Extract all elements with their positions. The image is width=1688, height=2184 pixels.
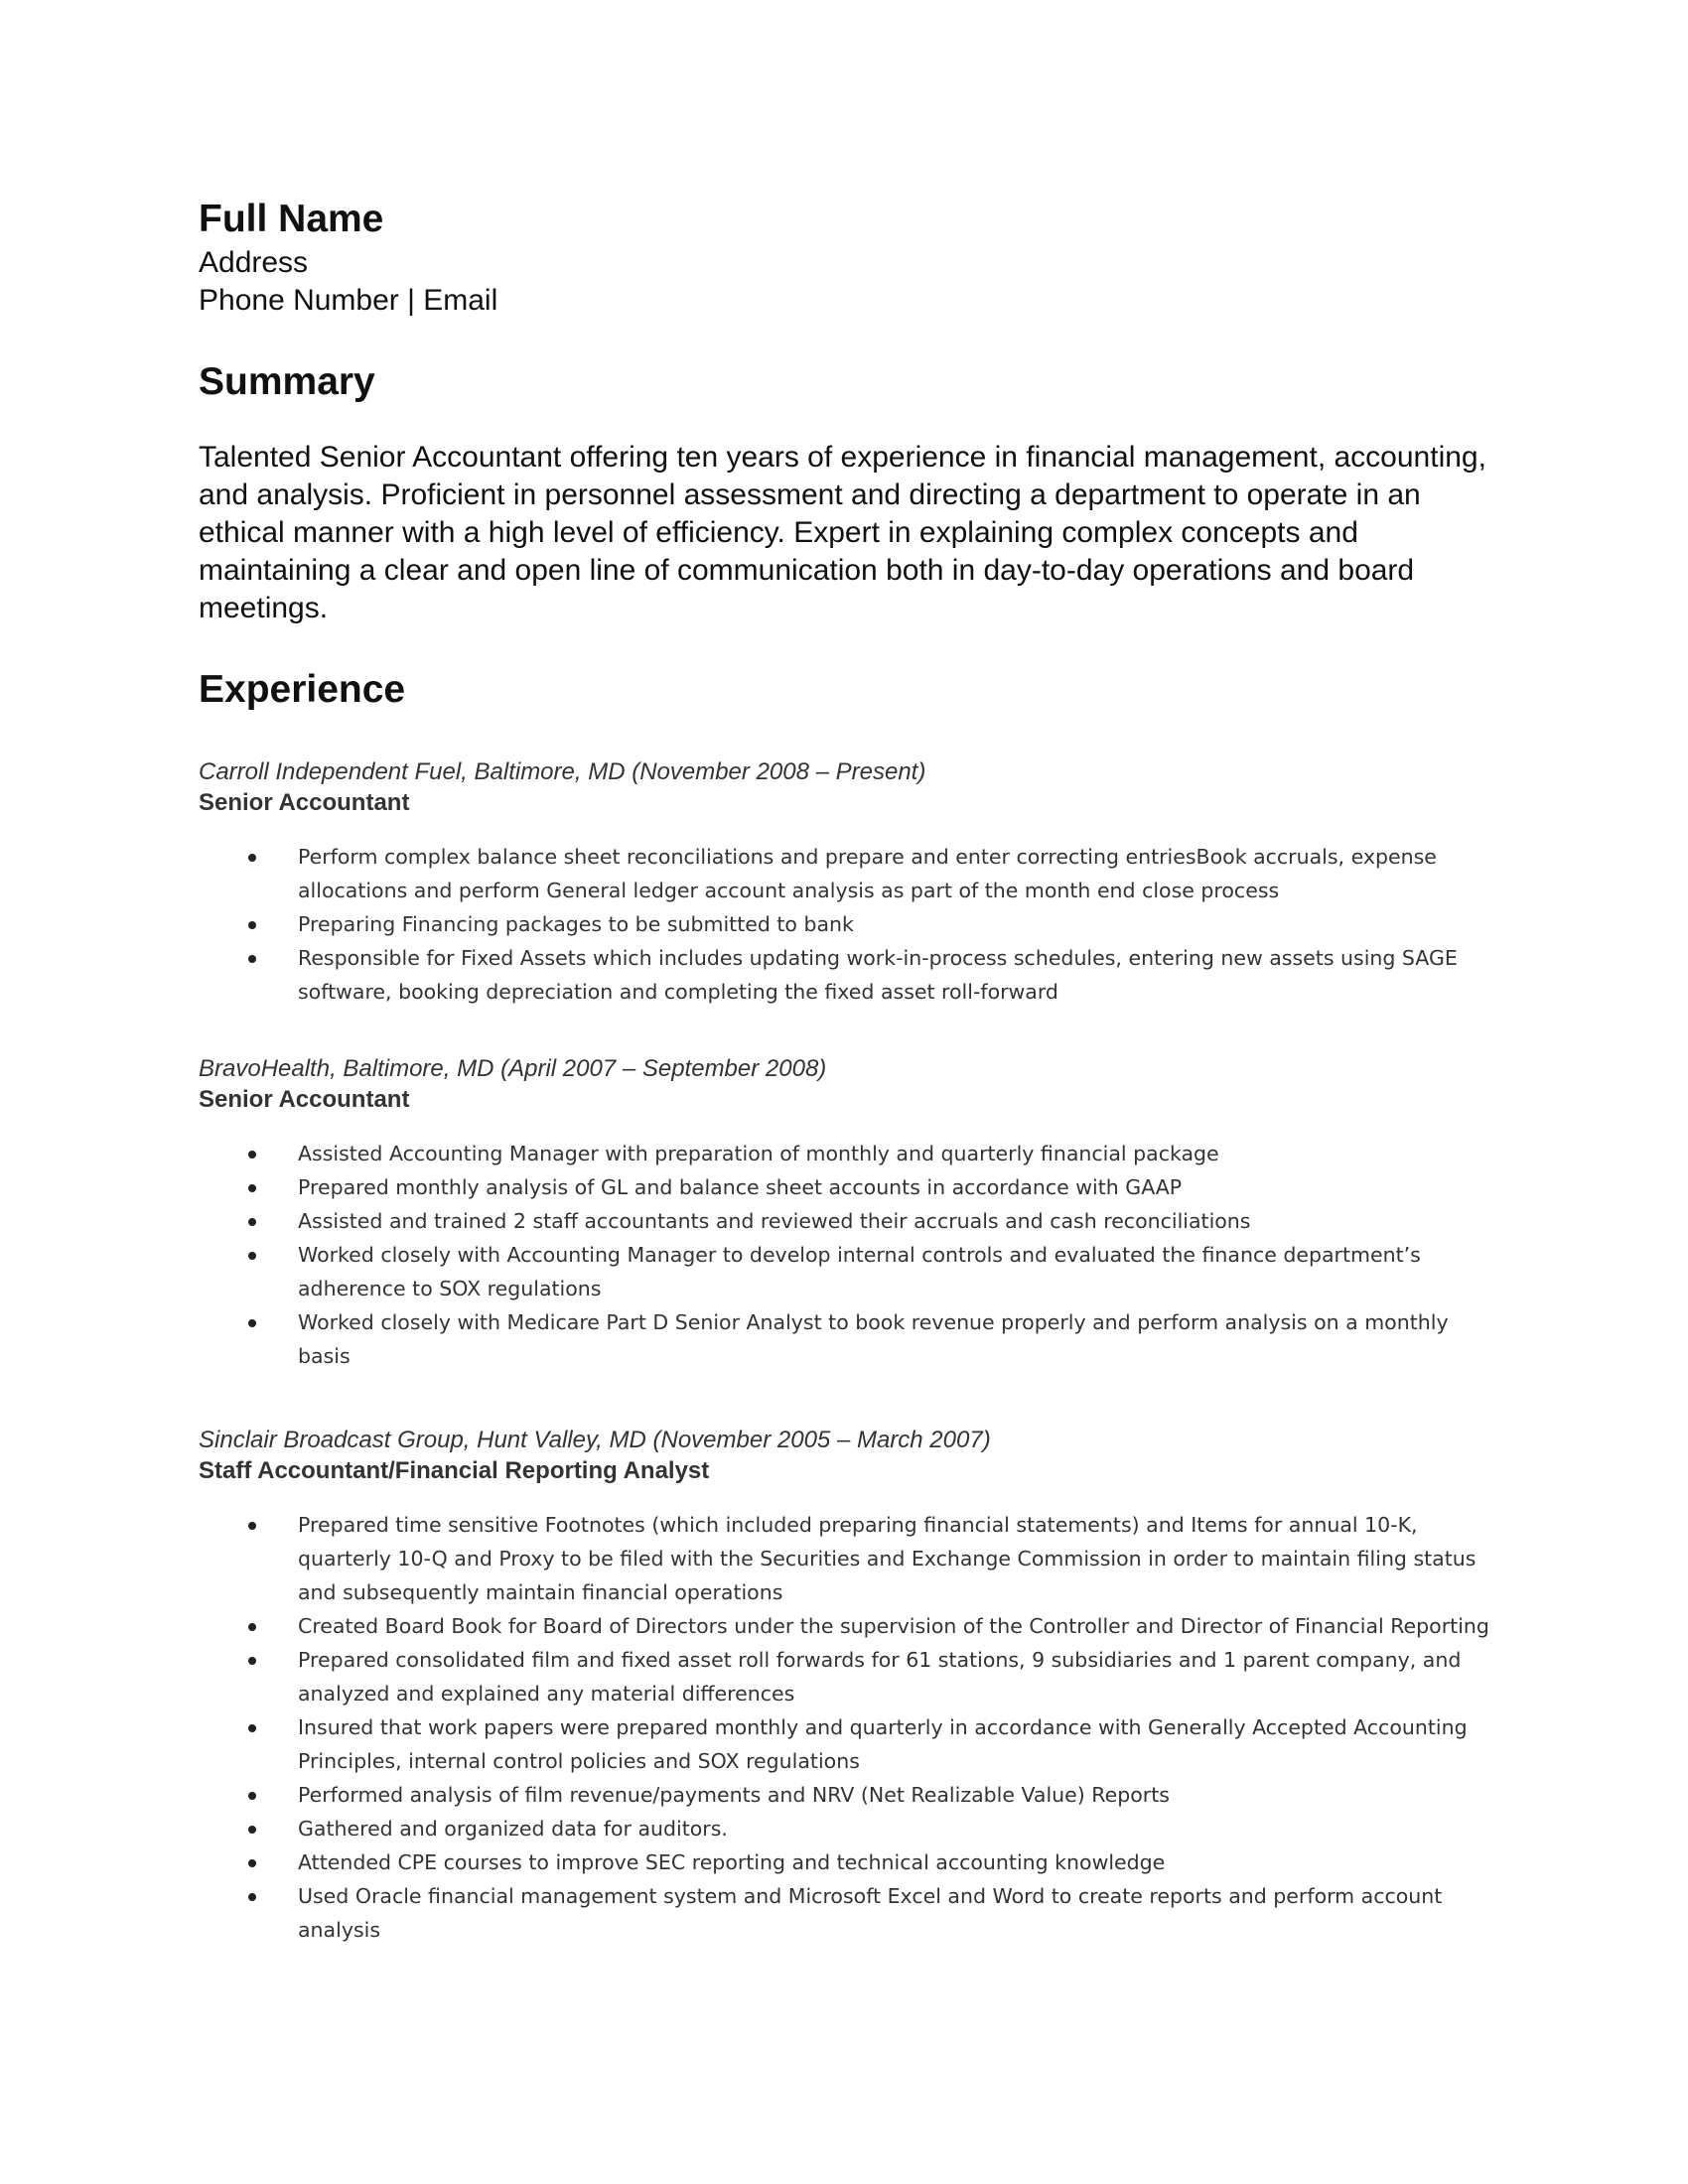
bullet-text: Worked closely with Accounting Manager to develop internal controls and evaluated the finance department’s adherence to SOX regulations bbox=[298, 1243, 1421, 1300]
job-company: BravoHealth, Baltimore, MD (April 2007 – September 2008) bbox=[199, 1055, 827, 1082]
job-company: Sinclair Broadcast Group, Hunt Valley, MD (November 2005 – March 2007) bbox=[199, 1427, 991, 1453]
bullet-dot-icon bbox=[248, 955, 256, 963]
bullet-item bbox=[199, 1845, 1499, 1879]
bullet-item bbox=[199, 907, 1499, 941]
job-entry bbox=[199, 756, 1489, 1009]
bullet-item bbox=[199, 1778, 1499, 1812]
job-entry bbox=[199, 1425, 1489, 1947]
full-name: Full Name bbox=[199, 198, 384, 240]
bullet-dot-icon bbox=[248, 1792, 256, 1800]
bullet-text: Preparing Financing packages to be submitted to bank bbox=[298, 912, 854, 936]
bullet-dot-icon bbox=[248, 1252, 256, 1260]
bullet-item bbox=[199, 1609, 1499, 1643]
bullet-item bbox=[199, 1238, 1499, 1305]
bullet-dot-icon bbox=[248, 1826, 256, 1834]
bullet-item bbox=[199, 1710, 1499, 1778]
bullet-item bbox=[199, 1137, 1499, 1170]
job-title: Staff Accountant/Financial Reporting Analyst bbox=[199, 1457, 710, 1484]
bullet-text: Worked closely with Medicare Part D Senior Analyst to book revenue properly and perform analysis on a monthly basis bbox=[298, 1310, 1449, 1368]
bullet-item bbox=[199, 1204, 1499, 1238]
bullet-text: Created Board Book for Board of Directors under the supervision of the Controller and Director of Financial Reporting bbox=[298, 1614, 1489, 1638]
job-bullet-list bbox=[199, 1508, 1489, 1947]
bullet-text: Prepared monthly analysis of GL and balance sheet accounts in accordance with GAAP bbox=[298, 1175, 1183, 1199]
job-title: Senior Accountant bbox=[199, 1086, 410, 1113]
bullet-dot-icon bbox=[248, 1724, 256, 1732]
summary-text: Talented Senior Accountant offering ten years of experience in financial management, accounting, and analysis. Proficient in personnel assessment and directing a department to operate in an ethical manner with a high level of efficiency. Expert in explaining complex concepts and maintaining a clear and open line of communication both in day-to-day operations and board meetings. bbox=[199, 441, 1486, 624]
bullet-item bbox=[199, 1643, 1499, 1710]
job-title: Senior Accountant bbox=[199, 789, 410, 816]
job-company: Carroll Independent Fuel, Baltimore, MD (November 2008 – Present) bbox=[199, 758, 926, 785]
bullet-text: Gathered and organized data for auditors. bbox=[298, 1817, 728, 1841]
bullet-item bbox=[199, 1170, 1499, 1204]
bullet-text: Attended CPE courses to improve SEC reporting and technical accounting knowledge bbox=[298, 1850, 1166, 1874]
contact-info: Phone Number | Email bbox=[199, 284, 498, 317]
bullet-dot-icon bbox=[248, 1218, 256, 1226]
bullet-dot-icon bbox=[248, 1522, 256, 1530]
bullet-dot-icon bbox=[248, 1657, 256, 1665]
bullet-item bbox=[199, 1879, 1499, 1947]
bullet-text: Prepared time sensitive Footnotes (which included preparing financial statements) and Items for annual 10-K, quarterly 10-Q and Proxy to be filed with the Securities and Exchange Commission in order to maintain filing status and subsequently maintain financial operations bbox=[298, 1513, 1477, 1604]
bullet-text: Performed analysis of film revenue/payments and NRV (Net Realizable Value) Reports bbox=[298, 1783, 1170, 1807]
bullet-item bbox=[199, 1812, 1499, 1845]
bullet-dot-icon bbox=[248, 1151, 256, 1159]
bullet-text: Responsible for Fixed Assets which includes updating work-in-process schedules, entering new assets using SAGE software, booking depreciation and completing the fixed asset roll-forward bbox=[298, 946, 1458, 1004]
bullet-item bbox=[199, 1305, 1499, 1373]
bullet-item bbox=[199, 1508, 1499, 1609]
bullet-text: Perform complex balance sheet reconciliations and prepare and enter correcting entriesBook accruals, expense allocations and perform General ledger account analysis as part of the month end close process bbox=[298, 845, 1437, 902]
resume-page bbox=[199, 195, 1489, 1947]
bullet-dot-icon bbox=[248, 921, 256, 929]
summary-heading: Summary bbox=[199, 360, 375, 403]
bullet-item bbox=[199, 840, 1499, 907]
bullet-dot-icon bbox=[248, 1893, 256, 1901]
bullet-text: Insured that work papers were prepared monthly and quarterly in accordance with Generally Accepted Accounting Principles, internal control policies and SOX regulations bbox=[298, 1715, 1468, 1773]
bullet-text: Prepared consolidated film and fixed asset roll forwards for 61 stations, 9 subsidiaries and 1 parent company, and analyzed and explained any material differences bbox=[298, 1648, 1462, 1706]
bullet-dot-icon bbox=[248, 1184, 256, 1192]
bullet-item bbox=[199, 941, 1499, 1009]
bullet-text: Used Oracle financial management system and Microsoft Excel and Word to create reports and perform account analysis bbox=[298, 1884, 1443, 1942]
bullet-text: Assisted and trained 2 staff accountants and reviewed their accruals and cash reconciliations bbox=[298, 1209, 1251, 1233]
bullet-dot-icon bbox=[248, 1859, 256, 1867]
bullet-dot-icon bbox=[248, 854, 256, 862]
address: Address bbox=[199, 246, 309, 279]
job-bullet-list bbox=[199, 1137, 1489, 1373]
bullet-dot-icon bbox=[248, 1319, 256, 1327]
experience-heading: Experience bbox=[199, 668, 406, 711]
job-entry bbox=[199, 1053, 1489, 1373]
bullet-text: Assisted Accounting Manager with preparation of monthly and quarterly financial package bbox=[298, 1142, 1219, 1165]
experience-list bbox=[199, 756, 1489, 1947]
bullet-dot-icon bbox=[248, 1623, 256, 1631]
job-bullet-list bbox=[199, 840, 1489, 1009]
